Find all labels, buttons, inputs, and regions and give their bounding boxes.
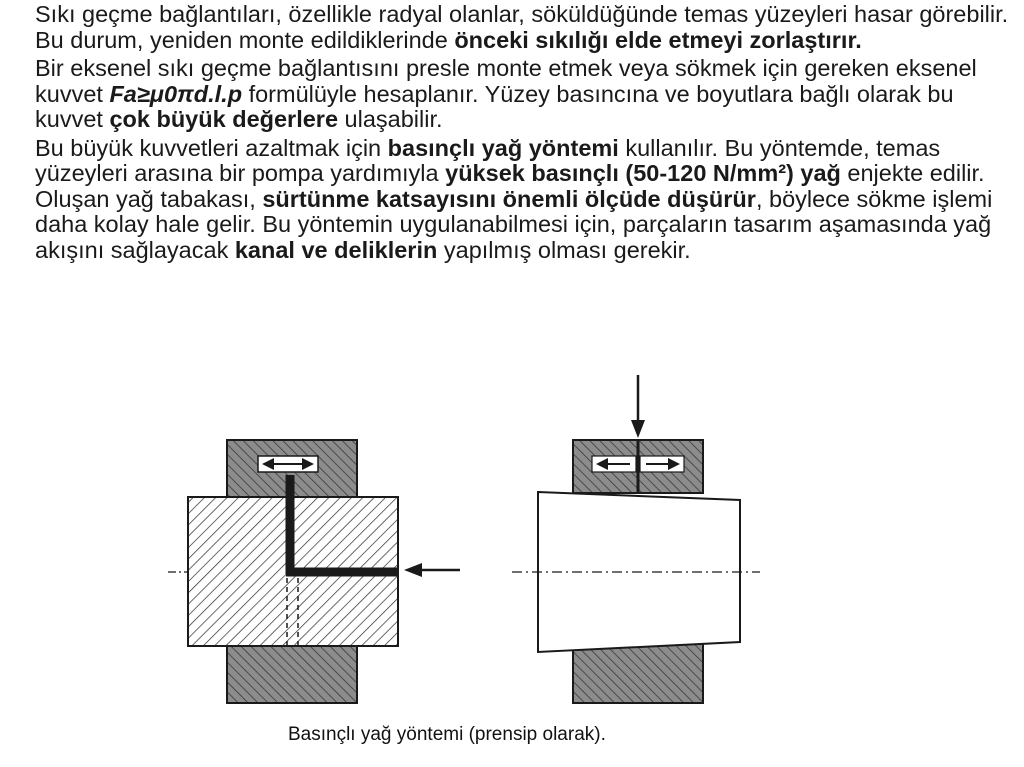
- p3-seg-6: sürtünme katsayısını önemli ölçüde düşürür: [262, 185, 756, 212]
- oil-injection-arrow: [631, 375, 645, 438]
- push-arrow: [404, 563, 460, 577]
- p3-seg-8: kanal ve deliklerin: [234, 236, 438, 263]
- p3-seg-4: yüksek basınçlı (50-120 N/mm²) yağ: [445, 160, 841, 186]
- p3-seg-9: yapılmış olması gerekir.: [437, 236, 691, 263]
- p1-seg-1: Sıkı geçme bağlantıları, özellikle radyal olanlar, söküldüğünde temas yüzeyleri hasar görebilir. Bu durum, yeniden monte edildiklerinde: [35, 1, 1009, 53]
- p3-seg-7: , böylece sökme işlemi daha kolay hale gelir. Bu yöntemin uygulanabilmesi için, parçaların tasarım aşamasında yağ akışını sağlayacak: [35, 185, 993, 263]
- p2-seg-5: ulaşabilir.: [338, 106, 443, 132]
- p3-seg-3: kullanılır. Bu yöntemde, temas yüzeyleri arasına bir pompa yardımıyla: [35, 134, 941, 186]
- right-hub-bottom: [573, 643, 703, 703]
- figure-caption: Basınçlı yağ yöntemi (prensip olarak).: [288, 724, 606, 745]
- right-assembly: [512, 375, 760, 703]
- left-double-arrow: [258, 456, 318, 472]
- p3-seg-5: enjekte edilir. Oluşan yağ tabakası,: [35, 160, 985, 212]
- formula: Fa≥μ0πd.l.p: [109, 80, 243, 107]
- p2-seg-1: Bir eksenel sıkı geçme bağlantısını presle monte etmek veya sökmek için gereken eksenel kuvvet: [35, 55, 977, 107]
- p2-seg-4: çok büyük değerlere: [109, 106, 339, 132]
- left-hub-bottom: [227, 646, 357, 703]
- left-assembly: [168, 440, 460, 703]
- p3-seg-1: Bu büyük kuvvetleri azaltmak için: [35, 134, 388, 161]
- p3-seg-2: basınçlı yağ yöntemi: [387, 134, 619, 161]
- p2-seg-3: formülüyle hesaplanır. Yüzey basıncına ve boyutlara bağlı olarak bu kuvvet: [35, 80, 954, 132]
- p1-seg-2: önceki sıkılığı elde etmeyi zorlaştırır.: [454, 26, 862, 53]
